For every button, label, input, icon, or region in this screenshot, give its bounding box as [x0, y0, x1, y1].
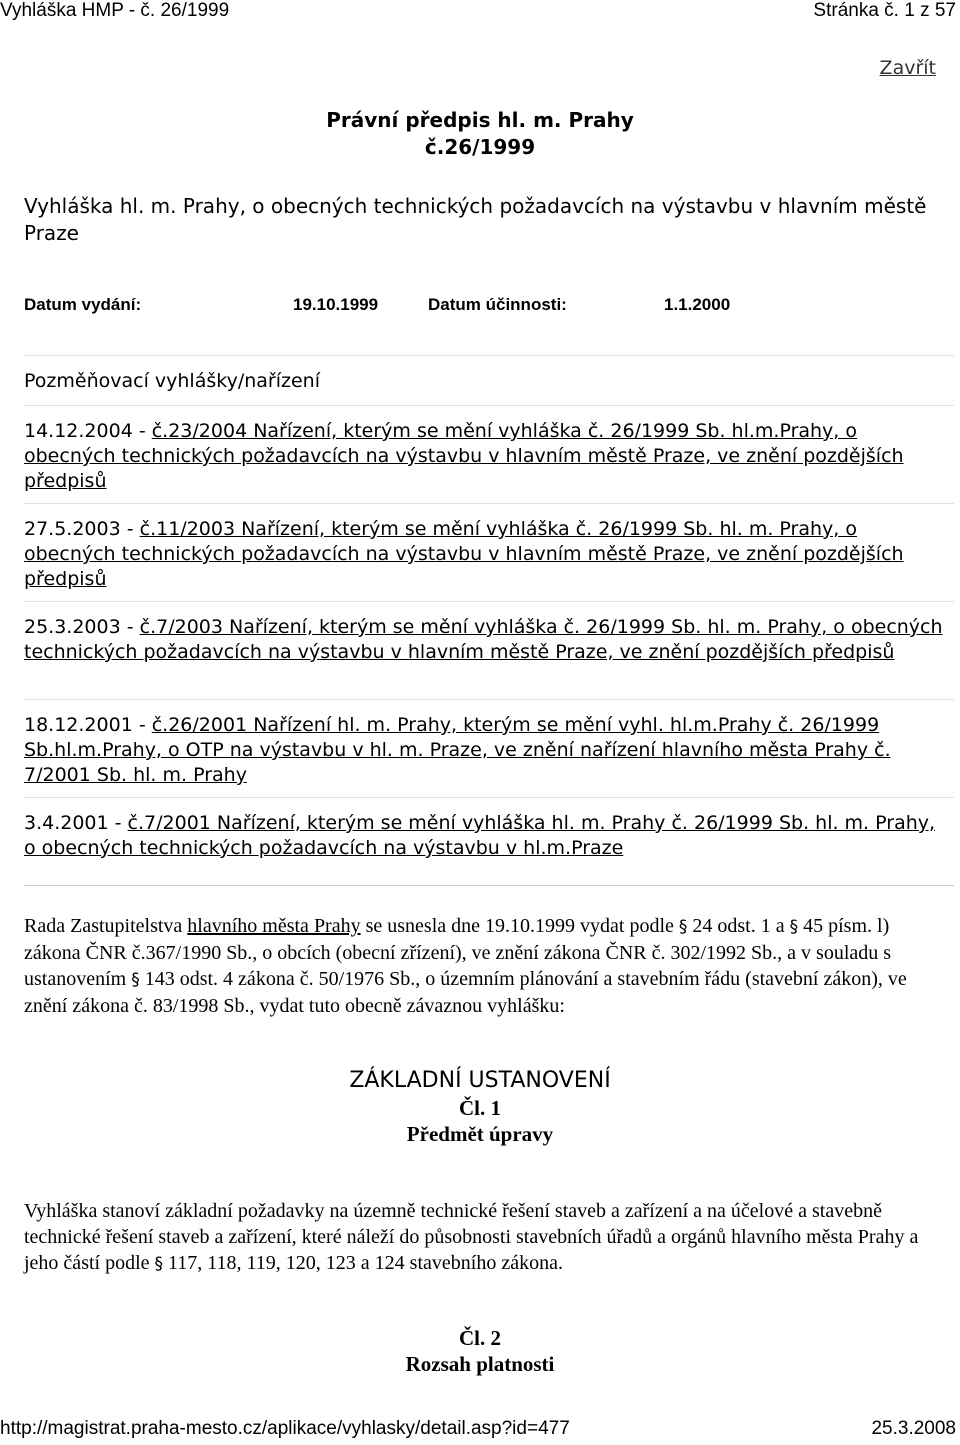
intro-text: 24 odst. 1 a — [687, 915, 790, 937]
intro-paragraph — [24, 913, 940, 1019]
divider — [24, 699, 954, 700]
close-link[interactable]: Zavřít — [879, 57, 936, 79]
section-symbol: § — [678, 917, 688, 937]
amendments-title: Pozměňovací vyhlášky/nařízení — [24, 370, 320, 392]
intro-text: 45 písm. l) zákona ČNR č.367/1990 Sb., o obcích (obecní zřízení), ve znění zákona ČNR č. 302/1992 Sb., a v souladu s ustanovením — [24, 915, 892, 990]
separator-line — [24, 885, 954, 886]
article-2-number: Čl. 2 — [459, 1326, 501, 1350]
document-title — [0, 107, 960, 161]
print-footer-url: http://magistrat.praha-mesto.cz/aplikace/vyhlasky/detail.asp?id=477 — [0, 1418, 570, 1439]
section-symbol: § — [131, 970, 140, 990]
section-symbol: § — [789, 917, 799, 937]
article-1-heading: Předmět úpravy — [406, 1122, 554, 1146]
document-title-line2: č.26/1999 — [424, 135, 536, 159]
article-1-text — [24, 1198, 940, 1277]
amendment-item[interactable] — [24, 811, 944, 861]
section-symbol: § — [154, 1254, 164, 1274]
print-header-title: Vyhláška HMP - č. 26/1999 — [0, 0, 230, 21]
document-title-line1: Právní předpis hl. m. Prahy — [326, 108, 634, 132]
divider — [24, 355, 954, 356]
amendment-item[interactable] — [24, 517, 944, 592]
amendment-link[interactable]: č.23/2004 Nařízení, kterým se mění vyhláška č. 26/1999 Sb. hl.m.Prahy, o obecných technických požadavcích na výstavbu v hlavním městě Praze, ve znění pozdějších předpisů — [24, 420, 904, 492]
effective-label: Datum účinnosti: — [428, 295, 567, 314]
amendment-link[interactable]: č.26/2001 Nařízení hl. m. Prahy, kterým se mění vyhl. hl.m.Prahy č. 26/1999 Sb.hl.m.Prahy, o OTP na výstavbu v hl. m. Praze, ve znění nařízení hlavního města Prahy č. 7/2001 Sb. hl. m. Prahy — [24, 714, 891, 786]
amendment-date: 27.5.2003 - — [24, 518, 140, 540]
city-link[interactable]: hlavního města Prahy — [187, 915, 361, 937]
article-text: Vyhláška stanoví základní požadavky na územně technické řešení staveb a zařízení a na účelové a stavebně technické řešení staveb a zařízení, které náleží do působnosti stavebních úřadů a orgánů hlavního města Prahy a jeho částí podle — [24, 1200, 919, 1274]
amendment-date: 14.12.2004 - — [24, 420, 152, 442]
intro-text: 143 odst. 4 zákona č. 50/1976 Sb., o územním plánování a stavebním řádu (stavební zákon), ve znění zákona č. 83/1998 Sb., vydat tuto obecně závaznou vyhlášku: — [24, 968, 907, 1017]
amendment-item[interactable] — [24, 419, 944, 494]
amendment-date: 18.12.2001 - — [24, 714, 152, 736]
amendment-link[interactable]: č.7/2001 Nařízení, kterým se mění vyhláška hl. m. Prahy č. 26/1999 Sb. hl. m. Prahy, o obecných technických požadavcích na výstavbu v hl.m.Praze — [24, 812, 936, 859]
amendment-date: 3.4.2001 - — [24, 812, 128, 834]
divider — [24, 503, 954, 504]
print-footer-date: 25.3.2008 — [871, 1418, 956, 1439]
divider — [24, 797, 954, 798]
issued-value: 19.10.1999 — [293, 295, 379, 314]
issued-label: Datum vydání: — [24, 295, 142, 314]
document-subtitle: Vyhláška hl. m. Prahy, o obecných technických požadavcích na výstavbu v hlavním městě Praze — [24, 194, 927, 245]
amendment-item[interactable] — [24, 713, 944, 788]
amendment-link[interactable]: č.7/2003 Nařízení, kterým se mění vyhláška č. 26/1999 Sb. hl. m. Prahy, o obecných technických požadavcích na výstavbu v hlavním městě Praze, ve znění pozdějších předpisů — [24, 616, 943, 663]
divider — [24, 405, 954, 406]
part-title: ZÁKLADNÍ USTANOVENÍ — [349, 1068, 611, 1093]
divider — [24, 601, 954, 602]
amendment-link[interactable]: č.11/2003 Nařízení, kterým se mění vyhláška č. 26/1999 Sb. hl. m. Prahy, o obecných technických požadavcích na výstavbu v hlavním městě Praze, ve znění pozdějších předpisů — [24, 518, 904, 590]
amendment-item[interactable] — [24, 615, 944, 665]
article-text: 117, 118, 119, 120, 123 a 124 stavebního zákona. — [163, 1252, 563, 1274]
article-2-heading: Rozsah platnosti — [405, 1352, 555, 1376]
intro-text: Rada Zastupitelstva — [24, 915, 188, 937]
amendment-date: 25.3.2003 - — [24, 616, 140, 638]
article-1-number: Čl. 1 — [459, 1096, 501, 1120]
effective-value: 1.1.2000 — [664, 295, 731, 314]
print-header-page: Stránka č. 1 z 57 — [813, 0, 956, 21]
intro-text: se usnesla dne 19.10.1999 vydat podle — [360, 915, 679, 937]
